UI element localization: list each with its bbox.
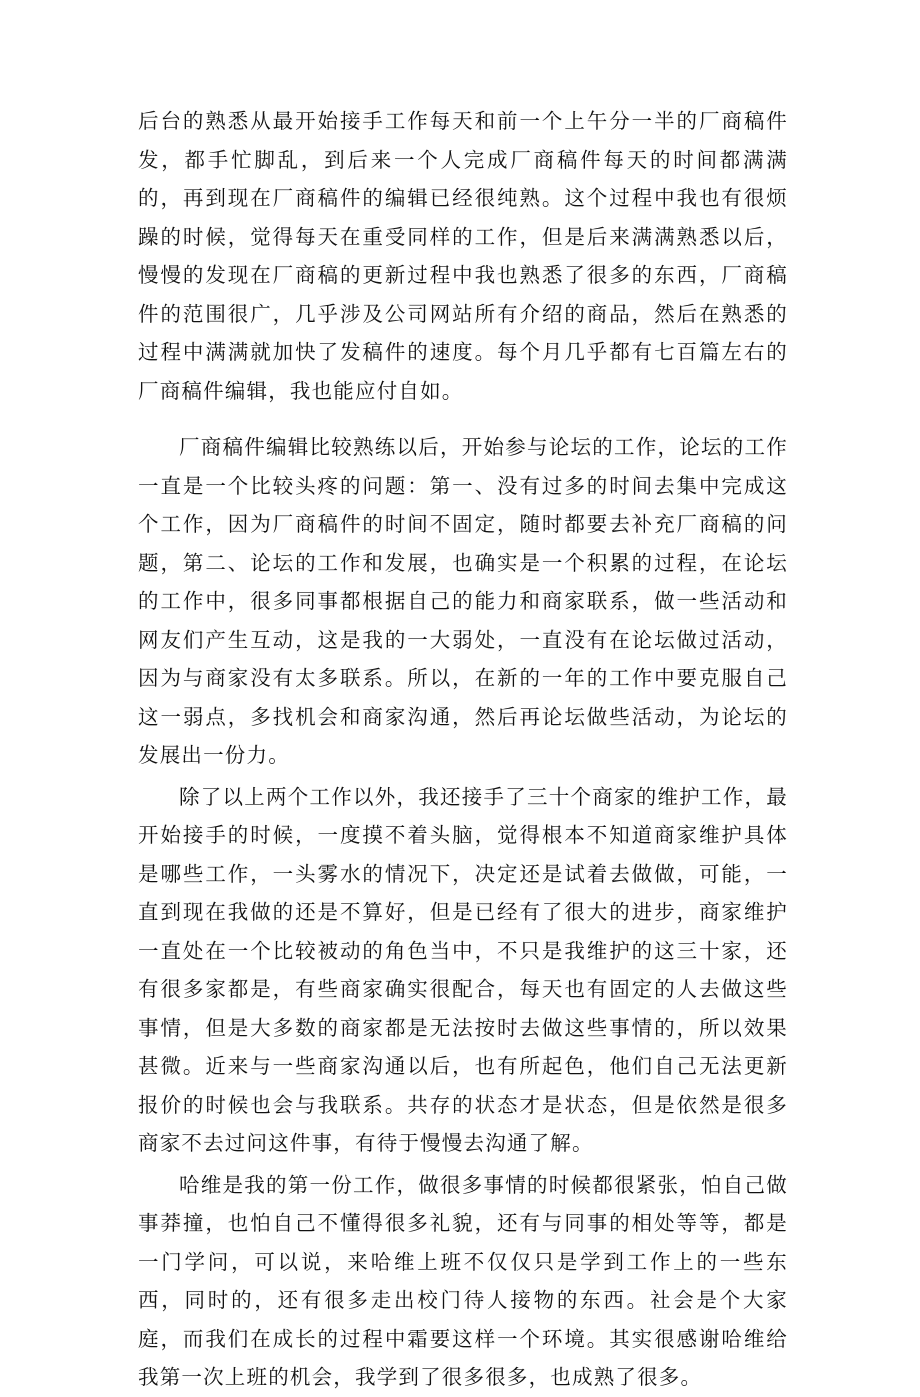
paragraph-4: 哈维是我的第一份工作，做很多事情的时候都很紧张，怕自己做事莽撞，也怕自己不懂得很多礼貌，还有与同事的相处等等，都是一门学问，可以说，来哈维上班不仅仅只是学到工作上的一些东西，同时的，还有很多走出校门待人接物的东西。社会是个大家庭，而我们在成长的过程中霜要这样一个环境。其实很感谢哈维给我第一次上班的机会，我学到了很多很多，也成熟了很多。 xyxy=(138,1172,788,1389)
document-body xyxy=(138,102,788,1397)
paragraph-2: 厂商稿件编辑比较熟练以后，开始参与论坛的工作，论坛的工作一直是一个比较头疼的问题：第一、没有过多的时间去集中完成这个工作，因为厂商稿件的时间不固定，随时都要去补充厂商稿的问题，第二、论坛的工作和发展，也确实是一个积累的过程，在论坛的工作中，很多同事都根据自己的能力和商家联系，做一些活动和网友们产生互动，这是我的一大弱处，一直没有在论坛做过活动，因为与商家没有太多联系。所以，在新的一年的工作中要克服自己这一弱点，多找机会和商家沟通，然后再论坛做些活动，为论坛的发展出一份力。 xyxy=(138,435,788,767)
paragraph-3: 除了以上两个工作以外，我还接手了三十个商家的维护工作，最开始接手的时候，一度摸不着头脑，觉得根本不知道商家维护具体是哪些工作，一头雾水的情况下，决定还是试着去做做，可能，一直到现在我做的还是不算好，但是已经有了很大的进步，商家维护一直处在一个比较被动的角色当中，不只是我维护的这三十家，还有很多家都是，有些商家确实很配合，每天也有固定的人去做这些事情，但是大多数的商家都是无法按时去做这些事情的，所以效果甚微。近来与一些商家沟通以后，也有所起色，他们自己无法更新报价的时候也会与我联系。共存的状态才是状态，但是依然是很多商家不去过问这件事，有待于慢慢去沟通了解。 xyxy=(138,784,788,1155)
paragraph-1: 后台的熟悉从最开始接手工作每天和前一个上午分一半的厂商稿件发，都手忙脚乱，到后来一个人完成厂商稿件每天的时间都满满的，再到现在厂商稿件的编辑已经很纯熟。这个过程中我也有很烦躁的时候，觉得每天在重受同样的工作，但是后来满满熟悉以后，慢慢的发现在厂商稿的更新过程中我也熟悉了很多的东西，厂商稿件的范围很广，几乎涉及公司网站所有介绍的商品，然后在熟悉的过程中满满就加快了发稿件的速度。每个月几乎都有七百篇左右的厂商稿件编辑，我也能应付自如。 xyxy=(138,109,788,403)
